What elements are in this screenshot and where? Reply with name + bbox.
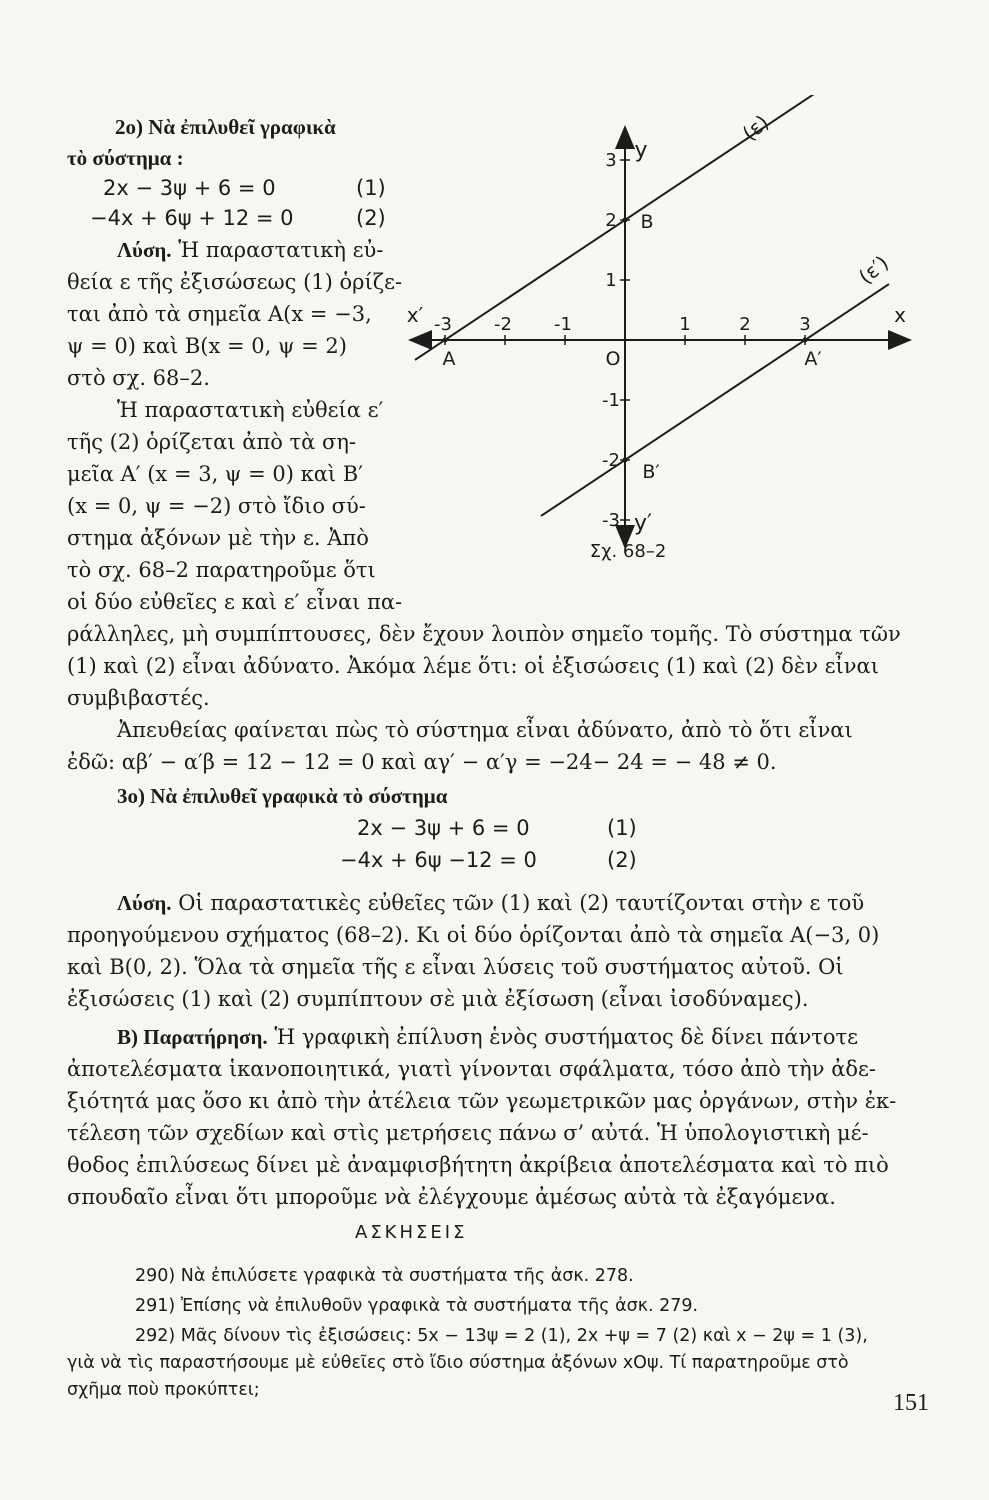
- line-e-prime: [541, 284, 889, 516]
- section3-solution-line: [117, 888, 864, 918]
- lines-group: [415, 95, 889, 516]
- text-line: στημα ἀξόνων μὲ τὴν ε. Ἀπὸ: [67, 526, 369, 550]
- equation-number: (2): [356, 206, 386, 230]
- figure-68-2: [400, 95, 930, 575]
- text-line: ται ἀπὸ τὰ σημεῖα Α(x = −3,: [67, 302, 372, 326]
- exercise-item: 292) Μᾶς δίνουν τὶς ἐξισώσεις: 5x − 13ψ = 2 (1), 2x +ψ = 7 (2) καὶ x − 2ψ = 1 (3),: [135, 1326, 868, 1346]
- x-axis-label: x: [894, 303, 906, 327]
- section2-solution-line: [117, 235, 383, 265]
- x-tick-label: -2: [494, 314, 512, 335]
- text-line: Ἡ γραφικὴ ἐπίλυση ἑνὸς συστήματος δὲ δίνει πάντοτε: [274, 1025, 859, 1049]
- text-line: ἐδῶ: αβ′ − α′β = 12 − 12 = 0 καὶ αγ′ − α′γ = −24− 24 = − 48 ≠ 0.: [67, 750, 777, 774]
- line-e-label: (ε): [737, 109, 774, 146]
- remark-first-line: [117, 1022, 858, 1052]
- text-line: (x = 0, ψ = −2) στὸ ἴδιο σύ-: [67, 494, 366, 518]
- point-b-label: B: [640, 211, 654, 233]
- equation-text: −4x + 6ψ −12 = 0: [340, 848, 537, 872]
- x-tick-label: 3: [799, 314, 811, 335]
- y-neg-axis-label: y′: [633, 511, 653, 536]
- x-tick-label: -3: [434, 314, 452, 335]
- section2-title: 2ο) Νὰ ἐπιλυθεῖ γραφικὰ: [115, 115, 336, 139]
- text-line: στὸ σχ. 68–2.: [67, 366, 210, 390]
- section3-eq2: [340, 845, 637, 875]
- text-line: σπουδαῖο εἶναι ὅτι μποροῦμε νὰ ἐλέγχουμε ἀμέσως αὐτὰ τὰ ἐξαγόμενα.: [67, 1185, 836, 1209]
- y-tick-label: 1: [605, 270, 617, 291]
- text-line: συμβιβαστές.: [67, 686, 210, 710]
- text-line: Ἀπευθείας φαίνεται πὼς τὸ σύστημα εἶναι ἀδύνατο, ἀπὸ τὸ ὅτι εἶναι: [117, 718, 853, 742]
- x-tick-label: -1: [554, 314, 572, 335]
- equation-text: 2x − 3ψ + 6 = 0: [103, 176, 276, 200]
- point-a-prime-label: A′: [804, 348, 822, 370]
- text-line: Ἡ παραστατικὴ εὐθεία ε′: [117, 398, 384, 422]
- solution-label: Λύση.: [117, 891, 172, 915]
- text-line: Ἡ παραστατικὴ εὐ-: [178, 238, 384, 262]
- section3-eq1: [357, 813, 637, 843]
- section3-title: 3ο) Νὰ ἐπιλυθεῖ γραφικὰ τὸ σύστημα: [117, 784, 448, 808]
- y-tick-label: -1: [602, 390, 620, 411]
- figure-caption: Σχ. 68–2: [589, 541, 667, 562]
- line-e: [415, 95, 853, 360]
- equation-number: (2): [607, 848, 637, 872]
- equation-text: 2x − 3ψ + 6 = 0: [357, 816, 530, 840]
- text-line: Οἱ παραστατικὲς εὐθεῖες τῶν (1) καὶ (2) ταυτίζονται στὴν ε τοῦ: [178, 891, 865, 915]
- point-a-label: A: [442, 348, 456, 370]
- text-line: τῆς (2) ὁρίζεται ἀπὸ τὰ ση-: [67, 430, 357, 454]
- axes-group: [410, 127, 910, 547]
- section2-title-line2: τὸ σύστημα :: [67, 146, 184, 170]
- point-b-prime-label: B′: [642, 461, 660, 483]
- exercise-item: 290) Νὰ ἐπιλύσετε γραφικὰ τὰ συστήματα τῆς ἀσκ. 278.: [135, 1266, 634, 1286]
- text-line: οἱ δύο εὐθεῖες ε καὶ ε′ εἶναι πα-: [67, 590, 403, 614]
- text-line: ψ = 0) καὶ Β(x = 0, ψ = 2): [67, 334, 347, 358]
- x-tick-label: 1: [679, 314, 691, 335]
- text-line: μεῖα Α′ (x = 3, ψ = 0) καὶ Β′: [67, 462, 363, 486]
- exercises-heading: ΑΣΚΗΣΕΙΣ: [355, 1222, 468, 1243]
- text-line: ράλληλες, μὴ συμπίπτουσες, δὲν ἔχουν λοιπὸν σημεῖο τομῆς. Τὸ σύστημα τῶν: [67, 622, 901, 646]
- y-tick-label: -2: [602, 450, 620, 471]
- equation-text: −4x + 6ψ + 12 = 0: [90, 206, 294, 230]
- point-marker: [623, 458, 628, 463]
- exercise-item: 291) Ἐπίσης νὰ ἐπιλυθοῦν γραφικὰ τὰ συστήματα τῆς ἀσκ. 279.: [135, 1296, 699, 1316]
- section2-eq1: [103, 173, 386, 203]
- exercise-continuation: σχῆμα ποὺ προκύπτει;: [67, 1380, 260, 1400]
- y-tick-label: 2: [605, 210, 617, 231]
- section2-eq2: [90, 203, 386, 233]
- text-line: προηγούμενου σχήματος (68–2). Κι οἱ δύο ὁρίζονται ἀπὸ τὰ σημεῖα Α(−3, 0): [67, 923, 880, 947]
- line-e-prime-label: (ε′): [853, 250, 894, 289]
- solution-label: Λύση.: [117, 238, 172, 262]
- equation-number: (1): [607, 816, 637, 840]
- point-marker: [803, 338, 808, 343]
- text-line: ἀποτελέσματα ἱκανοποιητικά, γιατὶ γίνονται σφάλματα, τόσο ἀπὸ τὴν ἀδε-: [67, 1057, 876, 1081]
- x-tick-label: 2: [739, 314, 751, 335]
- x-neg-axis-label: x′: [406, 303, 424, 327]
- text-line: (1) καὶ (2) εἶναι ἀδύνατο. Ἀκόμα λέμε ὅτι: οἱ ἐξισώσεις (1) καὶ (2) δὲν εἶναι: [67, 654, 879, 678]
- y-tick-label: 3: [605, 150, 617, 171]
- labels-group: [407, 110, 906, 562]
- y-axis-label: y: [634, 138, 648, 163]
- text-line: θοδος ἐπιλύσεως δίνει μὲ ἀναμφισβήτητη ἀκρίβεια ἀποτελέσματα καὶ τὸ πιὸ: [67, 1153, 889, 1177]
- text-line: θεία ε τῆς ἐξισώσεως (1) ὁρίζε-: [67, 270, 403, 294]
- remark-label: Β) Παρατήρηση.: [117, 1025, 268, 1049]
- page-number: 151: [893, 1390, 929, 1416]
- text-line: ξιότητά μας ὅσο κι ἀπὸ τὴν ἀτέλεια τῶν γεωμετρικῶν μας ὀργάνων, στὴν ἐκ-: [67, 1089, 897, 1113]
- text-line: καὶ Β(0, 2). Ὅλα τὰ σημεῖα τῆς ε εἶναι λύσεις τοῦ συστήματος αὐτοῦ. Οἱ: [67, 955, 844, 979]
- point-marker: [443, 338, 448, 343]
- equation-number: (1): [356, 176, 386, 200]
- text-line: τὸ σχ. 68–2 παρατηροῦμε ὅτι: [67, 558, 376, 582]
- point-marker: [623, 218, 628, 223]
- text-line: ἐξισώσεις (1) καὶ (2) συμπίπτουν σὲ μιὰ ἐξίσωση (εἶναι ἰσοδύναμες).: [67, 987, 809, 1011]
- exercise-continuation: γιὰ νὰ τὶς παραστήσουμε μὲ εὐθεῖες στὸ ἴδιο σύστημα ἀξόνων xOψ. Τί παρατηροῦμε στὸ: [67, 1353, 849, 1373]
- text-line: τέλεση τῶν σχεδίων καὶ στὶς μετρήσεις πάνω σ’ αὐτά. Ἡ ὑπολογιστικὴ μέ-: [67, 1121, 869, 1145]
- origin-label: O: [605, 348, 621, 370]
- y-tick-label: -3: [602, 510, 620, 531]
